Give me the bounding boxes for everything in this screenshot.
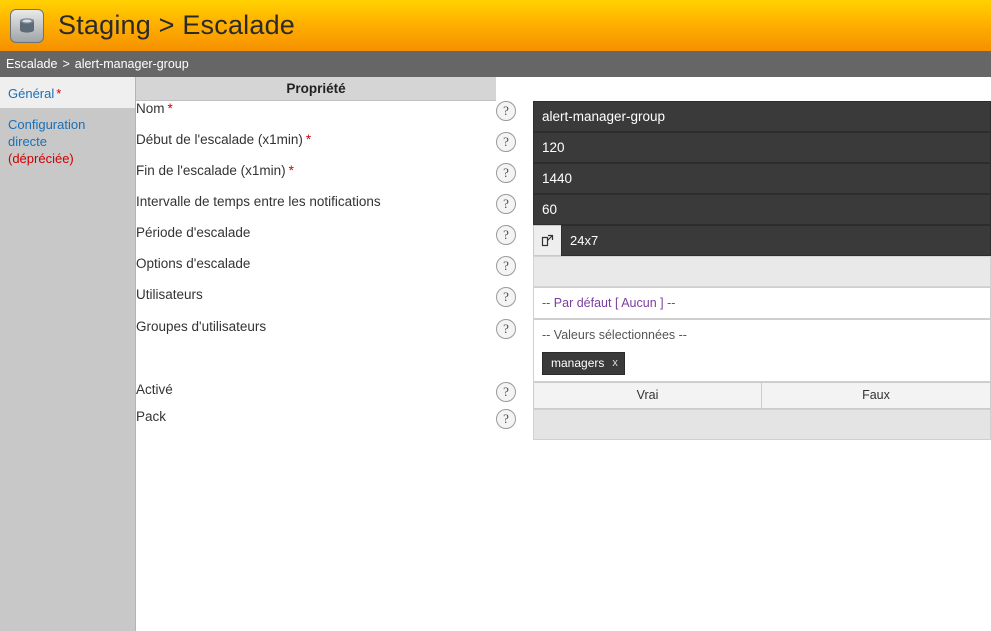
field-label-active (136, 382, 496, 409)
table-row (136, 225, 991, 256)
options-escalade-input[interactable] (533, 256, 991, 287)
field-label-utilisateurs (136, 287, 496, 319)
breadcrumb-separator: > (62, 57, 70, 71)
field-label-text: Activé (136, 381, 173, 397)
help-icon[interactable]: ? (496, 194, 516, 214)
sidebar-item-general[interactable] (0, 77, 135, 108)
field-label-text: Intervalle de temps entre les notifications (136, 193, 381, 209)
field-label-text: Utilisateurs (136, 286, 203, 302)
field-label-nom (136, 100, 496, 132)
required-marker: * (288, 162, 294, 178)
required-marker: * (305, 131, 312, 147)
table-row (136, 382, 991, 409)
database-icon (10, 9, 44, 43)
field-label-intervalle-notifications (136, 194, 496, 225)
table-row (136, 100, 991, 132)
breadcrumb (0, 51, 991, 77)
help-icon[interactable]: ? (496, 319, 516, 339)
field-label-fin-escalade (136, 163, 496, 194)
table-row (136, 319, 991, 382)
field-label-text: Options d'escalade (136, 255, 251, 271)
help-icon[interactable]: ? (496, 382, 516, 402)
periode-escalade-field (533, 225, 991, 256)
groupes-utilisateurs-selected-label: -- Valeurs sélectionnées -- (542, 327, 687, 342)
active-toggle (533, 382, 991, 409)
selected-tags (542, 344, 982, 375)
table-row (136, 409, 991, 440)
utilisateurs-selected-value: -- Par défaut [ Aucun ] -- (542, 295, 676, 310)
help-icon[interactable]: ? (496, 287, 516, 307)
sidebar-item-deprecated-label: (dépréciée) (8, 151, 74, 166)
tag-managers[interactable] (542, 352, 625, 375)
sidebar-item-configuration-directe-label: Configuration directe (8, 117, 86, 149)
page-title: Staging > Escalade (58, 10, 296, 40)
required-marker: * (56, 86, 62, 101)
table-row (136, 287, 991, 319)
field-label-options-escalade (136, 256, 496, 287)
active-false-button[interactable]: Faux (762, 382, 991, 409)
field-label-text: Groupes d'utilisateurs (136, 318, 267, 334)
field-label-text: Début de l'escalade (x1min) (136, 131, 303, 147)
pack-input (533, 409, 991, 440)
fin-escalade-input[interactable]: 1440 (533, 163, 991, 194)
table-row (136, 256, 991, 287)
main-content (136, 77, 991, 631)
field-label-pack (136, 409, 496, 440)
help-icon[interactable]: ? (496, 256, 516, 276)
field-label-text: Fin de l'escalade (x1min) (136, 162, 286, 178)
help-icon[interactable]: ? (496, 163, 516, 183)
active-true-button[interactable]: Vrai (533, 382, 762, 409)
required-marker: * (167, 100, 173, 116)
field-label-text: Pack (136, 408, 167, 424)
sidebar-item-general-label: Général (8, 86, 55, 101)
table-row (136, 132, 991, 163)
body (0, 77, 991, 631)
column-header-help (496, 77, 533, 100)
help-icon[interactable]: ? (496, 409, 516, 429)
help-icon[interactable]: ? (496, 101, 516, 121)
table-row (136, 163, 991, 194)
sidebar-item-configuration-directe[interactable] (0, 108, 135, 173)
column-header-property: Propriété (136, 77, 496, 100)
field-label-groupes-utilisateurs (136, 319, 496, 382)
field-label-debut-escalade (136, 132, 496, 163)
periode-escalade-value[interactable]: 24x7 (561, 225, 991, 256)
help-icon[interactable]: ? (496, 132, 516, 152)
intervalle-notifications-input[interactable]: 60 (533, 194, 991, 225)
utilisateurs-select[interactable] (533, 287, 991, 319)
help-icon[interactable]: ? (496, 225, 516, 245)
field-label-text: Nom (136, 100, 165, 116)
breadcrumb-root[interactable]: Escalade (6, 57, 58, 71)
field-label-text: Période d'escalade (136, 224, 251, 240)
table-row (136, 194, 991, 225)
external-link-icon[interactable] (533, 225, 561, 256)
app-header (0, 0, 991, 51)
sidebar (0, 77, 136, 631)
properties-table (136, 77, 991, 440)
close-icon[interactable]: x (612, 356, 618, 369)
field-label-periode-escalade (136, 225, 496, 256)
debut-escalade-input[interactable]: 120 (533, 132, 991, 163)
column-header-value (533, 77, 991, 100)
breadcrumb-current[interactable]: alert-manager-group (74, 57, 189, 71)
groupes-utilisateurs-select[interactable] (533, 319, 991, 382)
nom-input[interactable]: alert-manager-group (533, 101, 991, 132)
tag-label: managers (551, 355, 605, 370)
